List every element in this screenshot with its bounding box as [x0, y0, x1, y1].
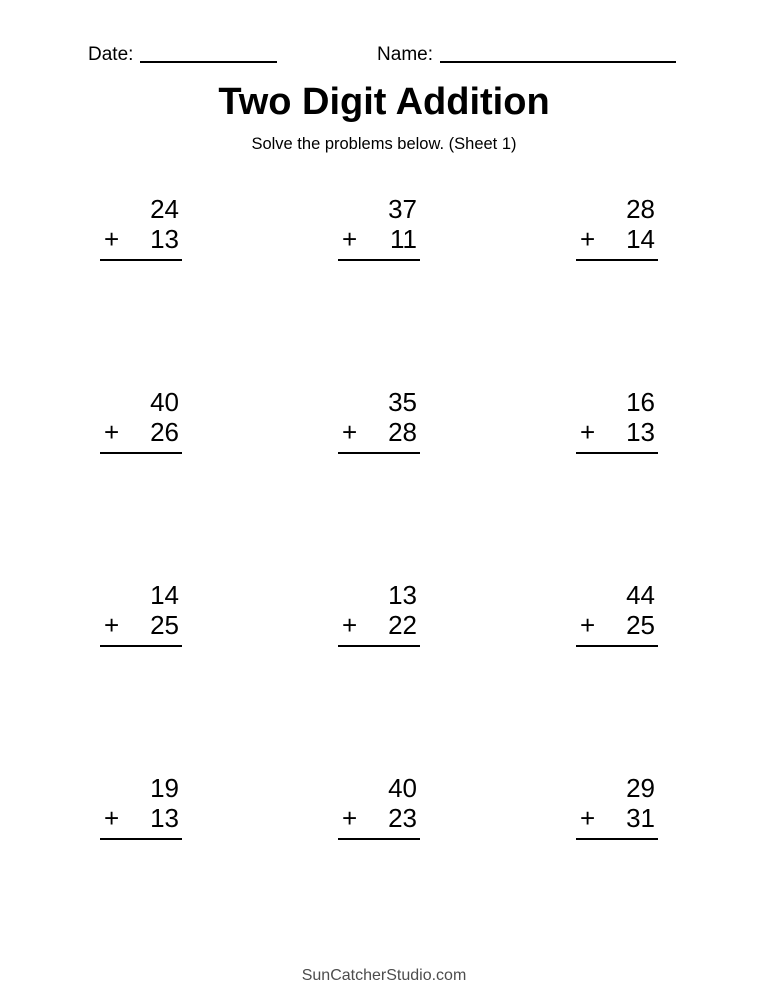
bottom-addend: 13 [150, 803, 179, 833]
top-addend: 16 [626, 387, 655, 417]
bottom-addend-row [338, 224, 420, 254]
answer-line [100, 259, 182, 261]
bottom-addend-row [338, 803, 420, 833]
plus-operator: + [104, 224, 120, 254]
top-addend: 44 [626, 580, 655, 610]
bottom-addend: 28 [388, 417, 417, 447]
bottom-addend: 25 [150, 610, 179, 640]
bottom-addend: 22 [388, 610, 417, 640]
answer-line [338, 645, 420, 647]
date-field [88, 44, 277, 66]
plus-operator: + [342, 610, 358, 640]
page-title: Two Digit Addition [218, 81, 550, 123]
answer-line [100, 645, 182, 647]
plus-operator: + [104, 417, 120, 447]
bottom-addend: 25 [626, 610, 655, 640]
addition-problem [338, 580, 420, 647]
plus-operator: + [342, 224, 358, 254]
name-blank-line [440, 61, 676, 63]
answer-line [100, 838, 182, 840]
answer-line [338, 452, 420, 454]
plus-operator: + [104, 610, 120, 640]
bottom-addend-row [576, 610, 658, 640]
bottom-addend: 13 [626, 417, 655, 447]
page-subtitle: Solve the problems below. (Sheet 1) [251, 135, 517, 153]
footer-credit: SunCatcherStudio.com [301, 967, 467, 984]
plus-operator: + [580, 417, 596, 447]
bottom-addend: 31 [626, 803, 655, 833]
bottom-addend: 26 [150, 417, 179, 447]
addition-problem [576, 580, 658, 647]
plus-operator: + [104, 803, 120, 833]
plus-operator: + [342, 417, 358, 447]
addition-problem [100, 387, 182, 454]
bottom-addend-row [338, 417, 420, 447]
answer-line [576, 645, 658, 647]
top-addend: 24 [150, 194, 179, 224]
header [88, 44, 676, 66]
bottom-addend-row [100, 610, 182, 640]
top-addend: 40 [388, 773, 417, 803]
bottom-addend-row [100, 803, 182, 833]
plus-operator: + [580, 610, 596, 640]
bottom-addend-row [576, 417, 658, 447]
bottom-addend-row [100, 224, 182, 254]
addition-problem [100, 580, 182, 647]
addition-problem [100, 773, 182, 840]
name-field [377, 44, 676, 66]
addition-problem [576, 194, 658, 261]
bottom-addend: 13 [150, 224, 179, 254]
bottom-addend-row [338, 610, 420, 640]
bottom-addend: 23 [388, 803, 417, 833]
bottom-addend: 11 [390, 224, 417, 254]
date-label: Date: [88, 44, 134, 65]
addition-problem [576, 773, 658, 840]
addition-problem [338, 387, 420, 454]
bottom-addend-row [576, 224, 658, 254]
answer-line [338, 838, 420, 840]
plus-operator: + [580, 803, 596, 833]
top-addend: 37 [388, 194, 417, 224]
bottom-addend-row [100, 417, 182, 447]
top-addend: 13 [388, 580, 417, 610]
answer-line [576, 259, 658, 261]
addition-problem [338, 773, 420, 840]
top-addend: 28 [626, 194, 655, 224]
bottom-addend: 14 [626, 224, 655, 254]
addition-problem [100, 194, 182, 261]
problems-grid [100, 194, 658, 840]
top-addend: 35 [388, 387, 417, 417]
answer-line [576, 838, 658, 840]
top-addend: 40 [150, 387, 179, 417]
top-addend: 29 [626, 773, 655, 803]
answer-line [338, 259, 420, 261]
name-label: Name: [377, 44, 433, 65]
top-addend: 14 [150, 580, 179, 610]
answer-line [100, 452, 182, 454]
plus-operator: + [342, 803, 358, 833]
addition-problem [576, 387, 658, 454]
addition-problem [338, 194, 420, 261]
bottom-addend-row [576, 803, 658, 833]
top-addend: 19 [150, 773, 179, 803]
plus-operator: + [580, 224, 596, 254]
answer-line [576, 452, 658, 454]
date-blank-line [140, 61, 277, 63]
